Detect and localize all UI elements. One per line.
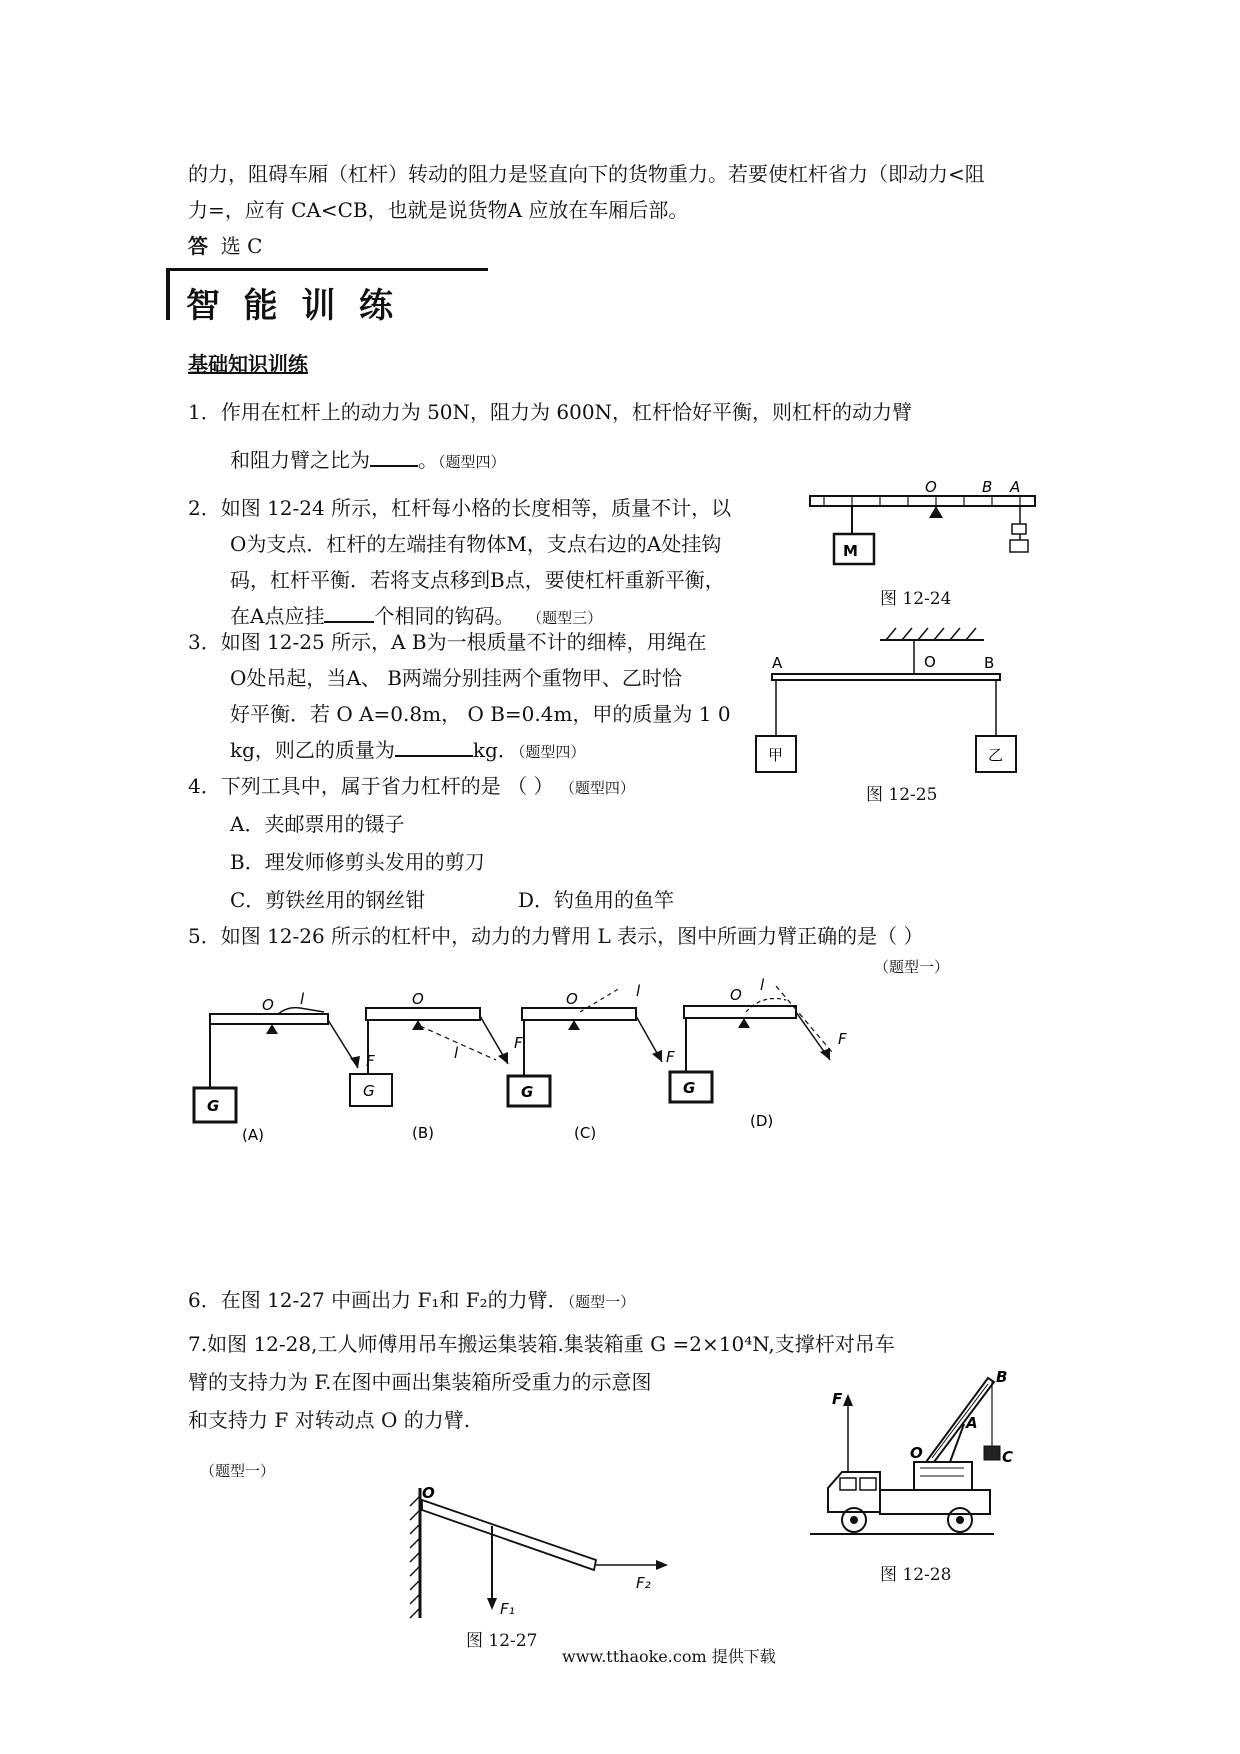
svg-text:l: l (760, 976, 765, 994)
q7-tag: （题型一） (200, 1462, 276, 1480)
svg-text:l: l (454, 1044, 459, 1062)
fig24-label-o: O (925, 478, 937, 496)
figure-12-27 (400, 1484, 680, 1624)
fig26-panel-d (670, 976, 847, 1130)
fig26-panel-c (508, 982, 675, 1142)
q2-line-1: 2．如图 12-24 所示，杠杆每小格的长度相等，质量不计，以 (188, 496, 732, 520)
fig27-label-o: O (422, 1484, 435, 1502)
intro-line-1: 的力，阻碍车厢（杠杆）转动的阻力是竖直向下的货物重力。若要使杠杆省力（即动力<阻 (188, 162, 985, 186)
answer-label: 答 (188, 234, 208, 258)
fig24-caption: 图 12-24 (880, 589, 952, 609)
fig25-caption: 图 12-25 (866, 785, 938, 805)
fig28-label-a: A (966, 1414, 978, 1432)
q1-blank[interactable] (370, 447, 418, 467)
figure-12-26 (190, 976, 950, 1144)
svg-text:G: G (521, 1083, 534, 1101)
svg-text:G: G (207, 1097, 220, 1115)
q4-stem: 4．下列工具中，属于省力杠杆的是 （ ） （题型四） (188, 774, 635, 798)
q1-tag: （题型四） (438, 453, 506, 471)
fig24-label-a: A (1010, 478, 1021, 496)
fig28-label-c: C (1002, 1448, 1014, 1466)
fig27-caption: 图 12-27 (466, 1631, 538, 1651)
fig25-label-o: O (924, 653, 936, 671)
section-title: 智 能 训 练 (186, 286, 394, 326)
q5-tag: （题型一） (874, 958, 950, 976)
answer-text: 选 C (220, 234, 263, 258)
q2-line-4: 在A点应挂 个相同的钩码。 （题型三） (230, 604, 603, 628)
svg-text:O: O (412, 990, 424, 1008)
svg-text:l: l (300, 990, 305, 1008)
q3-line-1: 3．如图 12-25 所示，A B为一根质量不计的细棒，用绳在 (188, 630, 707, 654)
fig27-label-f2: F₂ (636, 1574, 651, 1592)
fig28-caption: 图 12-28 (880, 1565, 952, 1585)
svg-text:(B): (B) (412, 1124, 434, 1142)
intro-line-2: 力=，应有 CA<CB，也就是说货物A 应放在车厢后部。 (188, 198, 689, 222)
fig26-panel-a (194, 990, 375, 1144)
q7-line-1: 7.如图 12-28,工人师傅用吊车搬运集装箱.集装箱重 G =2×10⁴N,支撑杆对吊车 (188, 1332, 895, 1356)
svg-text:G: G (683, 1079, 696, 1097)
fig25-label-jia: 甲 (768, 746, 784, 764)
section-subtitle: 基础知识训练 (188, 352, 308, 376)
q4-option-c: C．剪铁丝用的钢丝钳 (230, 888, 426, 912)
svg-text:O: O (566, 990, 578, 1008)
q5-stem: 5．如图 12-26 所示的杠杆中，动力的力臂用 L 表示，图中所画力臂正确的是（ ） (188, 924, 924, 948)
answer-line (188, 232, 262, 260)
footer-text: www.tthaoke.com 提供下载 (562, 1647, 776, 1666)
q3-line-4: kg，则乙的质量为 kg．（题型四） (230, 738, 586, 762)
svg-text:F: F (838, 1030, 847, 1048)
q1-line-2: 和阻力臂之比为 。（题型四） (230, 448, 506, 472)
fig27-label-f1: F₁ (500, 1600, 515, 1618)
q4-option-a: A．夹邮票用的镊子 (230, 812, 405, 836)
svg-text:F: F (366, 1052, 375, 1070)
svg-text:(C): (C) (574, 1124, 597, 1142)
fig26-panel-b (350, 990, 523, 1142)
q2-line-2: O为支点．杠杆的左端挂有物体M，支点右边的A处挂钩 (230, 532, 722, 556)
fig25-label-yi: 乙 (988, 746, 1004, 764)
svg-text:G: G (363, 1082, 375, 1100)
svg-text:O: O (730, 986, 742, 1004)
q3-line-3: 好平衡．若 O A=0.8m， O B=0.4m，甲的质量为 1 0 (230, 702, 731, 726)
q7-line-2: 臂的支持力为 F.在图中画出集装箱所受重力的示意图 (188, 1370, 652, 1394)
section-rule-left (166, 268, 170, 320)
q2-line-3: 码，杠杆平衡．若将支点移到B点，要使杠杆重新平衡， (230, 568, 725, 592)
fig24-label-m: M (843, 542, 858, 560)
q7-line-3: 和支持力 F 对转动点 O 的力臂. (188, 1408, 471, 1432)
q4-option-b: B．理发师修剪头发用的剪刀 (230, 850, 485, 874)
q2-blank[interactable] (324, 603, 374, 623)
svg-text:l: l (636, 982, 641, 1000)
section-rule-top (166, 268, 488, 271)
fig28-label-f: F (832, 1390, 843, 1408)
svg-text:F: F (666, 1048, 675, 1066)
fig28-label-o: O (910, 1444, 923, 1462)
svg-text:O: O (262, 996, 274, 1014)
q1-line-1: 1．作用在杠杆上的动力为 50N，阻力为 600N，杠杆恰好平衡，则杠杆的动力臂 (188, 400, 913, 424)
figure-12-25 (762, 626, 1022, 776)
fig25-label-b: B (984, 654, 995, 672)
q6-text: 6．在图 12-27 中画出力 F₁和 F₂的力臂．（题型一） (188, 1288, 636, 1312)
q4-option-d: D．钓鱼用的鱼竿 (518, 888, 675, 912)
svg-text:(D): (D) (750, 1112, 774, 1130)
fig28-label-b: B (996, 1368, 1008, 1386)
svg-text:F: F (514, 1034, 523, 1052)
fig25-label-a: A (772, 654, 783, 672)
svg-text:(A): (A) (242, 1126, 264, 1144)
q3-line-2: O处吊起，当A、 B两端分别挂两个重物甲、乙时恰 (230, 666, 682, 690)
figure-12-28 (810, 1368, 1040, 1542)
q3-blank[interactable] (395, 737, 473, 757)
fig24-label-b: B (982, 478, 993, 496)
